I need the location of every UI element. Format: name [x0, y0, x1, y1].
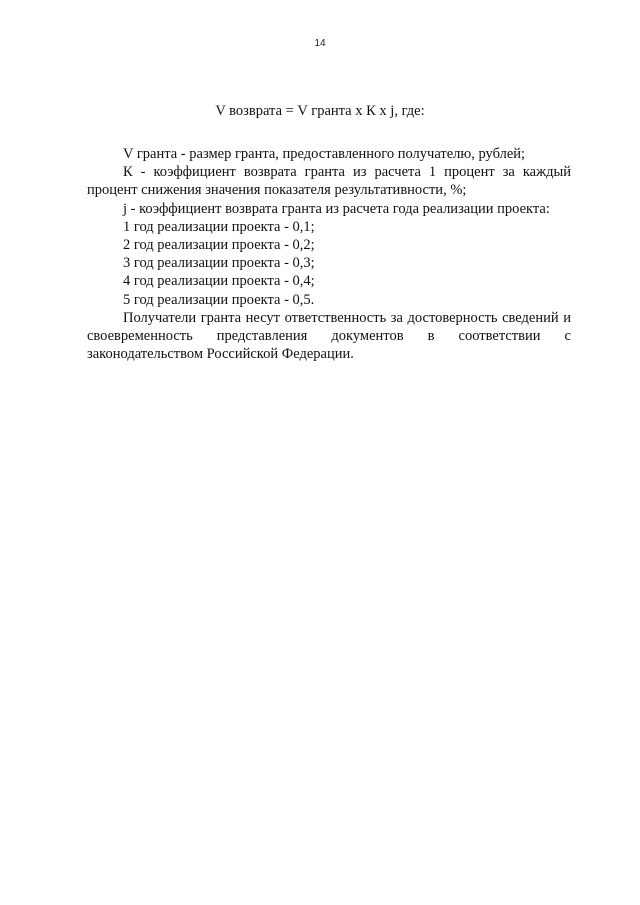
year-coefficient-item: 5 год реализации проекта - 0,5. — [123, 291, 315, 308]
formula: V возврата = V гранта x К x j, где: — [215, 103, 425, 119]
responsibility-paragraph: Получатели гранта несут ответственность за достоверность сведений и своевременность представления документов в соответствии с законодательством Российской Федерации. — [87, 309, 571, 363]
page-number: 14 — [314, 38, 326, 49]
definition-k-coefficient: К - коэффициент возврата гранта из расчета 1 процент за каждый процент снижения значения показателя результативности, %; — [87, 164, 571, 199]
year-coefficient-item: 2 год реализации проекта - 0,2; — [123, 237, 315, 254]
year-coefficient-item: 4 год реализации проекта - 0,4; — [123, 273, 315, 290]
year-coefficient-item: 3 год реализации проекта - 0,3; — [123, 255, 315, 272]
year-coefficient-item: 1 год реализации проекта - 0,1; — [123, 218, 315, 235]
document-body — [87, 145, 571, 363]
definition-j-coefficient: j - коэффициент возврата гранта из расчета года реализации проекта: — [123, 200, 550, 217]
definition-v-grant: V гранта - размер гранта, предоставленного получателю, рублей; — [123, 146, 526, 162]
